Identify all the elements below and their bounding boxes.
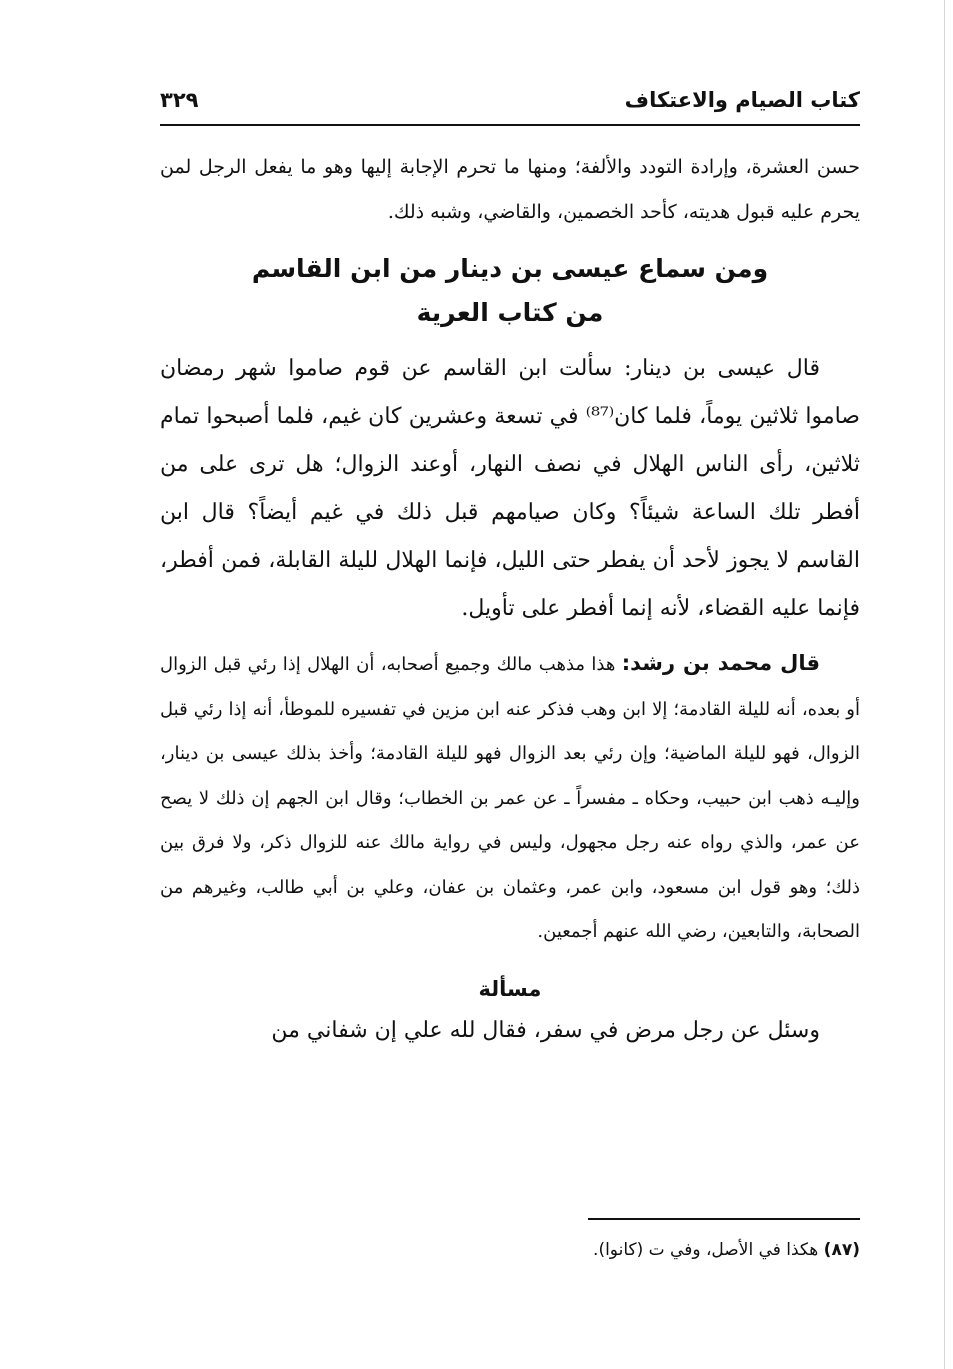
footnote: [160, 1240, 860, 1260]
masala-paragraph: وسئل عن رجل مرض في سفر، فقال لله علي إن شفاني من: [271, 1017, 820, 1043]
header-rule: [160, 124, 860, 126]
footnote-marker: (٨٧): [823, 1240, 860, 1260]
scan-edge-line: [944, 0, 945, 1369]
masala-heading: مسألة: [478, 976, 542, 1001]
page-body: [160, 145, 860, 1053]
page-number: ٣٢٩: [160, 88, 199, 112]
footnote-rule: [588, 1218, 860, 1220]
ruling-speaker: قال محمد بن رشد:: [621, 651, 820, 675]
footnote-text: هكذا في الأصل، وفي ت (كانوا).: [593, 1240, 819, 1260]
section-heading-line1: ومن سماع عيسى بن دينار من ابن القاسم: [251, 254, 769, 283]
question-paragraph: قال عيسى بن دينار: سألت ابن القاسم عن قوم صاموا شهر رمضان صاموا ثلاثين يوماً، فلما كان⁽⁸⁷⁾ في تسعة وعشرين كان غيم، فلما أصبحوا تمام ثلاثين، رأى الناس الهلال في نصف النهار، أوعند الزوال؛ هل ترى على من أفطر تلك الساعة شيئاً؟ وكان صيامهم قبل ذلك في غيم أيضاً؟ قال ابن القاسم لا يجوز لأحد أن يفطر حتى الليل، فإنما الهلال لليلة القابلة، فمن أفطر، فإنما عليه القضاء، لأنه إنما أفطر على تأويل.: [160, 356, 860, 621]
intro-paragraph: حسن العشرة، وإرادة التودد والألفة؛ ومنها ما تحرم الإجابة إليها وهو ما يفعل الرجل لمن يحرم عليه قبول هديته، كأحد الخصمين، والقاضي، وشبه ذلك.: [160, 156, 860, 223]
ruling-paragraph: [160, 641, 860, 955]
running-title: كتاب الصيام والاعتكاف: [624, 88, 860, 112]
ruling-text: هذا مذهب مالك وجميع أصحابه، أن الهلال إذا رئي قبل الزوال أو بعده، أنه لليلة القادمة؛ إلا ابن وهب فذكر عنه ابن مزين في تفسيره للموطأ، أنه إذا رئي قبل الزوال، فهو لليلة الماضية؛ وإن رئي بعد الزوال فهو لليلة القادمة؛ وأخذ بذلك عيسى بن دينار، وإليـه ذهب ابن حبيب، وحكاه ـ مفسراً ـ عن عمر بن الخطاب؛ وقال ابن الجهم إن ذلك لا يصح عن عمر، والذي رواه عنه رجل مجهول، وليس في رواية مالك عنه للزوال ذكر، ولا فرق بين ذلك؛ وهو قول ابن مسعود، وابن عمر، وعثمان بن عفان، وعلي بن أبي طالب، وغيرهم من الصحابة، والتابعين، رضي الله عنهم أجمعين.: [160, 654, 860, 942]
page-header: [160, 88, 860, 128]
section-heading-line2: من كتاب العرية: [416, 298, 604, 327]
